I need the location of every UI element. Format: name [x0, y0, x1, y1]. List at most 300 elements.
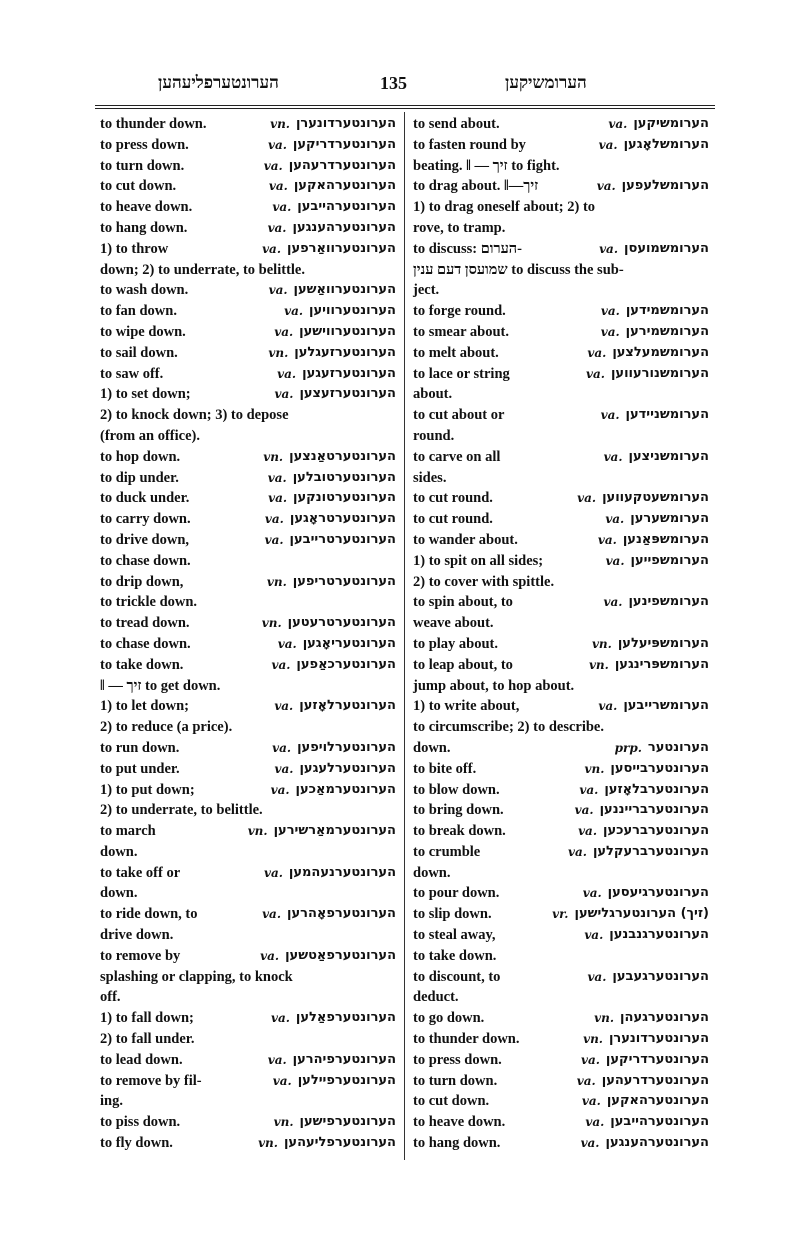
yiddish-headword: הערומשמידען: [625, 303, 709, 319]
dictionary-line: [100, 1091, 396, 1112]
yiddish-headword: הערונטערהייבען: [610, 1114, 709, 1130]
dictionary-line: [413, 1112, 709, 1133]
english-gloss: to turn down.: [100, 157, 185, 174]
yiddish-headword: הערונטערלויפען: [297, 739, 396, 755]
part-of-speech: va.: [270, 1011, 290, 1026]
yiddish-headword: הערונטערהענגען: [605, 1135, 709, 1151]
yiddish-headword: הערונטערגיעסען: [607, 885, 709, 901]
part-of-speech: va.: [274, 387, 294, 402]
yiddish-headword: הערונטערפאַלען: [295, 1010, 396, 1026]
yiddish-headword: הערונטערהאקען: [606, 1093, 709, 1109]
part-of-speech: va.: [272, 1073, 292, 1088]
english-gloss: to lead down.: [100, 1051, 183, 1068]
part-of-speech: va.: [605, 512, 625, 527]
english-gloss: 1) to throw: [100, 240, 169, 257]
dictionary-line: [413, 239, 709, 260]
yiddish-headword: הערונטערגעהן: [620, 1010, 709, 1026]
dictionary-line: [413, 426, 709, 447]
english-gloss: off.: [100, 989, 121, 1006]
dictionary-line: [100, 717, 396, 738]
dictionary-line: [413, 717, 709, 738]
dictionary-line: [100, 301, 396, 322]
dictionary-line: [413, 1091, 709, 1112]
dictionary-line: [100, 572, 396, 593]
part-of-speech: va.: [267, 470, 287, 485]
part-of-speech: vr.: [552, 907, 569, 922]
dictionary-line: [100, 1071, 396, 1092]
running-head-right: הערומשיקען: [505, 73, 587, 93]
yiddish-headword: הערונטערדרעהען: [288, 157, 396, 173]
dictionary-line: [413, 488, 709, 509]
english-gloss: to wander about.: [413, 531, 518, 548]
yiddish-headword: הערונטערבלאָזען: [604, 781, 709, 797]
english-gloss: to turn down.: [413, 1072, 498, 1089]
english-gloss: 2) to underrate, to belittle.: [100, 802, 263, 819]
english-gloss: שמועסן דעם ענין to discuss the sub-: [413, 261, 624, 278]
english-gloss: rove, to tramp.: [413, 219, 506, 236]
dictionary-line: [100, 426, 396, 447]
dictionary-line: [413, 655, 709, 676]
dictionary-line: [100, 759, 396, 780]
english-gloss: 1) to put down;: [100, 781, 195, 798]
english-gloss: to hang down.: [413, 1135, 501, 1152]
yiddish-headword: הערונטערגעבען: [612, 968, 709, 984]
yiddish-headword: הערומשפינען: [628, 594, 709, 610]
dictionary-line: [100, 509, 396, 530]
dictionary-line: [413, 759, 709, 780]
yiddish-headword: הערונטערדונערן: [608, 1031, 709, 1047]
english-gloss: to bring down.: [413, 802, 504, 819]
dictionary-line: [413, 384, 709, 405]
english-gloss: to carve on all: [413, 448, 501, 465]
part-of-speech: va.: [587, 345, 607, 360]
dictionary-line: [100, 343, 396, 364]
part-of-speech: va.: [268, 283, 288, 298]
part-of-speech: vn.: [588, 657, 609, 672]
english-gloss: 1) to let down;: [100, 698, 190, 715]
dictionary-line: [100, 280, 396, 301]
english-gloss: to dip under.: [100, 469, 179, 486]
english-gloss: to trickle down.: [100, 594, 198, 611]
part-of-speech: va.: [581, 1094, 601, 1109]
english-gloss: weave about.: [413, 615, 494, 632]
yiddish-headword: הערומשנורעווען: [610, 365, 709, 381]
english-gloss: to fan down.: [100, 303, 177, 320]
yiddish-headword: הערונטערהייבען: [297, 199, 396, 215]
yiddish-headword: הערונטערפאַטשען: [285, 947, 396, 963]
yiddish-headword: הערונטערטאַנצען: [289, 448, 396, 464]
dictionary-line: [413, 800, 709, 821]
part-of-speech: va.: [600, 304, 620, 319]
part-of-speech: vn.: [258, 1136, 278, 1151]
dictionary-line: [413, 301, 709, 322]
dictionary-line: [100, 821, 396, 842]
yiddish-headword: הערונטערווישען: [299, 323, 396, 339]
part-of-speech: va.: [587, 969, 607, 984]
english-gloss: to heave down.: [413, 1114, 506, 1131]
english-gloss: to take down.: [413, 947, 497, 964]
english-gloss: to chase down.: [100, 635, 191, 652]
dictionary-line: [413, 364, 709, 385]
yiddish-headword: הערומשלעפען: [621, 178, 709, 194]
english-gloss: 2) to knock down; 3) to depose: [100, 407, 289, 424]
yiddish-headword: הערומשעטקעווען: [602, 490, 709, 506]
dictionary-line: [413, 197, 709, 218]
english-gloss: to drag about. ‖—זיך: [413, 178, 539, 195]
english-gloss: to blow down.: [413, 781, 500, 798]
yiddish-headword: הערונטערכאַפען: [296, 656, 396, 672]
part-of-speech: va.: [577, 491, 597, 506]
english-gloss: to run down.: [100, 739, 180, 756]
part-of-speech: va.: [262, 241, 282, 256]
english-gloss: to spin about, to: [413, 594, 513, 611]
english-gloss: to fasten round by: [413, 136, 526, 153]
yiddish-headword: הערונטערלאָזען: [299, 698, 396, 714]
dictionary-line: [100, 738, 396, 759]
part-of-speech: vn.: [273, 1115, 294, 1130]
part-of-speech: va.: [268, 491, 288, 506]
part-of-speech: va.: [586, 366, 605, 381]
yiddish-headword: הערומשמועסן: [624, 240, 709, 256]
yiddish-headword: הערונטערוואַרפען: [287, 240, 396, 256]
dictionary-line: [413, 405, 709, 426]
dictionary-line: [100, 384, 396, 405]
part-of-speech: va.: [600, 324, 620, 339]
part-of-speech: va.: [608, 117, 628, 131]
part-of-speech: va.: [270, 782, 290, 797]
running-head-left: הערונטערפליעהען: [158, 73, 279, 93]
yiddish-headword: הערונטערזעצען: [299, 386, 396, 402]
yiddish-headword: הערונטערטראָגען: [289, 511, 396, 527]
english-gloss: to remove by: [100, 947, 181, 964]
dictionary-line: [413, 572, 709, 593]
yiddish-headword: הערונטערדונערן: [295, 116, 396, 131]
english-gloss: to take off or: [100, 864, 181, 881]
english-gloss: to cut down.: [100, 178, 177, 195]
english-gloss: to cut round.: [413, 511, 493, 528]
english-gloss: to circumscribe; 2) to describe.: [413, 719, 604, 736]
dictionary-line: [100, 218, 396, 239]
part-of-speech: va.: [271, 657, 291, 672]
dictionary-line: [413, 551, 709, 572]
english-gloss: ing.: [100, 1093, 123, 1110]
english-gloss: to pour down.: [413, 885, 500, 902]
english-gloss: to bite off.: [413, 760, 477, 777]
header-rule-second: [95, 108, 715, 109]
part-of-speech: vn.: [583, 1032, 603, 1047]
yiddish-headword: הערומשלאָגען: [623, 136, 709, 152]
english-gloss: to carry down.: [100, 511, 191, 528]
dictionary-line: [413, 218, 709, 239]
part-of-speech: va.: [598, 699, 618, 714]
dictionary-line: [413, 114, 709, 135]
dictionary-line: [413, 280, 709, 301]
english-gloss: to hang down.: [100, 219, 188, 236]
part-of-speech: va.: [584, 928, 604, 943]
dictionary-line: [100, 967, 396, 988]
english-gloss: 1) to write about,: [413, 698, 520, 715]
english-gloss: round.: [413, 427, 455, 444]
dictionary-line: [100, 1029, 396, 1050]
part-of-speech: va.: [274, 761, 294, 776]
english-gloss: to remove by fil-: [100, 1072, 202, 1089]
english-gloss: 1) to spit on all sides;: [413, 552, 544, 569]
yiddish-headword: (זיך) הערונטערגלישען: [574, 906, 709, 922]
column-divider: [404, 112, 405, 1160]
english-gloss: sides.: [413, 469, 447, 486]
english-gloss: drive down.: [100, 927, 174, 944]
part-of-speech: va.: [284, 304, 304, 319]
yiddish-headword: הערונטערטריפען: [292, 573, 396, 589]
english-gloss: 2) to fall under.: [100, 1031, 195, 1048]
part-of-speech: vn.: [584, 761, 605, 776]
page-number: 135: [380, 73, 407, 93]
part-of-speech: va.: [582, 886, 602, 901]
dictionary-line: [413, 987, 709, 1008]
english-gloss: to chase down.: [100, 552, 191, 569]
english-gloss: to saw off.: [100, 365, 164, 382]
part-of-speech: va.: [268, 179, 288, 194]
yiddish-headword: הערונטערדריקען: [605, 1051, 709, 1067]
part-of-speech: va.: [568, 844, 587, 859]
part-of-speech: va.: [580, 1052, 600, 1067]
dictionary-line: [100, 447, 396, 468]
dictionary-line: [100, 176, 396, 197]
dictionary-line: [413, 967, 709, 988]
english-gloss: to cut down.: [413, 1093, 490, 1110]
yiddish-headword: הערונטערגנבנען: [609, 927, 709, 943]
english-gloss: to sail down.: [100, 344, 178, 361]
english-gloss: to fly down.: [100, 1135, 173, 1152]
yiddish-headword: הערונטערפיהרען: [292, 1051, 396, 1067]
part-of-speech: va.: [274, 324, 294, 339]
part-of-speech: va.: [272, 740, 292, 755]
dictionary-line: [100, 987, 396, 1008]
part-of-speech: va.: [596, 179, 616, 194]
yiddish-headword: הערומשניידען: [625, 407, 709, 423]
yiddish-headword: הערונטערזעגלען: [294, 344, 396, 360]
part-of-speech: vn.: [270, 117, 290, 131]
english-gloss: to piss down.: [100, 1114, 181, 1131]
yiddish-headword: הערונטערטרייבען: [289, 531, 396, 547]
yiddish-headword: הערונטערנעהמען: [288, 864, 396, 880]
part-of-speech: va.: [260, 948, 280, 963]
part-of-speech: va.: [597, 532, 617, 547]
left-column: [100, 114, 396, 1154]
part-of-speech: va.: [576, 1073, 596, 1088]
yiddish-headword: הערונטערפיילען: [297, 1072, 396, 1088]
english-gloss: to drive down,: [100, 531, 190, 548]
part-of-speech: va.: [585, 1115, 605, 1130]
dictionary-line: [413, 592, 709, 613]
dictionary-line: [413, 176, 709, 197]
dictionary-line: [100, 114, 396, 135]
english-gloss: to hop down.: [100, 448, 181, 465]
part-of-speech: va.: [598, 137, 618, 152]
dictionary-line: [413, 135, 709, 156]
dictionary-line: [100, 530, 396, 551]
dictionary-line: [100, 488, 396, 509]
dictionary-line: [413, 322, 709, 343]
part-of-speech: va.: [267, 1052, 287, 1067]
english-gloss: to smear about.: [413, 323, 509, 340]
english-gloss: to drip down,: [100, 573, 184, 590]
dictionary-line: [100, 925, 396, 946]
part-of-speech: va.: [277, 636, 297, 651]
dictionary-line: [100, 260, 396, 281]
dictionary-line: [413, 904, 709, 925]
dictionary-line: [413, 613, 709, 634]
yiddish-headword: הערונטערוויען: [309, 303, 396, 319]
part-of-speech: prp.: [614, 740, 642, 755]
english-gloss: deduct.: [413, 989, 459, 1006]
yiddish-headword: הערונטערפישען: [299, 1114, 396, 1130]
part-of-speech: va.: [263, 865, 283, 880]
yiddish-headword: הערונטערמאַכען: [295, 781, 396, 797]
dictionary-line: [413, 883, 709, 904]
english-gloss: to press down.: [413, 1051, 502, 1068]
dictionary-line: [100, 676, 396, 697]
yiddish-headword: הערומשפּרינגען: [614, 656, 709, 672]
yiddish-headword: הערונטערפאָהרען: [287, 906, 396, 922]
dictionary-line: [413, 738, 709, 759]
english-gloss: 2) to cover with spittle.: [413, 573, 555, 590]
english-gloss: to go down.: [413, 1010, 485, 1027]
dictionary-line: [413, 863, 709, 884]
english-gloss: to slip down.: [413, 906, 492, 923]
english-gloss: to crumble: [413, 843, 481, 860]
dictionary-line: [100, 946, 396, 967]
english-gloss: 1) to set down;: [100, 386, 191, 403]
dictionary-line: [100, 364, 396, 385]
dictionary-line: [413, 1133, 709, 1154]
dictionary-line: [413, 509, 709, 530]
part-of-speech: va.: [263, 158, 283, 173]
dictionary-line: [100, 1050, 396, 1071]
dictionary-line: [100, 322, 396, 343]
yiddish-headword: הערומשערען: [630, 511, 709, 527]
yiddish-headword: הערומשפּאַנען: [622, 531, 709, 547]
part-of-speech: va.: [574, 803, 594, 818]
dictionary-line: [100, 634, 396, 655]
part-of-speech: va.: [603, 449, 623, 464]
part-of-speech: va.: [274, 699, 294, 714]
part-of-speech: vn.: [261, 616, 282, 631]
part-of-speech: va.: [579, 782, 599, 797]
yiddish-headword: הערונטערמאַרשירען: [273, 823, 396, 839]
dictionary-line: [413, 946, 709, 967]
dictionary-line: [100, 592, 396, 613]
dictionary-line: [413, 156, 709, 177]
yiddish-headword: הערומשפּיעלען: [617, 635, 709, 651]
english-gloss: to thunder down.: [100, 116, 207, 132]
english-gloss: to cut round.: [413, 490, 493, 507]
english-gloss: to play about.: [413, 635, 499, 652]
dictionary-line: [100, 239, 396, 260]
english-gloss: down.: [413, 739, 451, 756]
dictionary-line: [100, 1112, 396, 1133]
yiddish-headword: הערונטערלעגען: [299, 760, 396, 776]
yiddish-headword: הערונטערטונקען: [293, 490, 396, 506]
yiddish-headword: הערונטערוואַשען: [293, 282, 396, 298]
part-of-speech: vn.: [591, 636, 612, 651]
english-gloss: about.: [413, 386, 453, 403]
dictionary-line: [100, 468, 396, 489]
dictionary-line: [413, 780, 709, 801]
yiddish-headword: הערונטערזעגען: [302, 365, 396, 381]
part-of-speech: va.: [262, 907, 282, 922]
english-gloss: down.: [100, 843, 138, 860]
dictionary-line: [100, 197, 396, 218]
part-of-speech: va.: [272, 200, 292, 215]
yiddish-headword: הערומשניצען: [628, 448, 709, 464]
dictionary-line: [413, 1008, 709, 1029]
dictionary-line: [100, 655, 396, 676]
dictionary-line: [100, 842, 396, 863]
part-of-speech: va.: [600, 408, 620, 423]
yiddish-headword: הערונטערברעכען: [603, 823, 709, 839]
english-gloss: ject.: [413, 282, 440, 299]
part-of-speech: va.: [580, 1136, 600, 1151]
english-gloss: to forge round.: [413, 303, 506, 320]
right-column: [413, 114, 709, 1154]
part-of-speech: va.: [267, 137, 287, 152]
english-gloss: to send about.: [413, 116, 500, 132]
dictionary-line: [100, 696, 396, 717]
part-of-speech: vn.: [268, 345, 289, 360]
english-gloss: to duck under.: [100, 490, 190, 507]
english-gloss: ‖ — זיך to get down.: [100, 677, 221, 694]
english-gloss: to discuss: הערום-: [413, 240, 522, 257]
header-rule: [95, 105, 715, 106]
english-gloss: down.: [413, 864, 451, 881]
english-gloss: down.: [100, 885, 138, 902]
dictionary-line: [413, 343, 709, 364]
dictionary-line: [100, 156, 396, 177]
yiddish-headword: הערונטערברעקלען: [592, 843, 709, 859]
english-gloss: to ride down, to: [100, 906, 198, 923]
part-of-speech: vn.: [247, 824, 268, 839]
dictionary-line: [413, 634, 709, 655]
english-gloss: 1) to fall down;: [100, 1010, 194, 1027]
english-gloss: jump about, to hop about.: [413, 677, 575, 694]
dictionary-line: [413, 925, 709, 946]
english-gloss: to march: [100, 823, 156, 840]
english-gloss: to steal away,: [413, 927, 496, 944]
yiddish-headword: הערונטערפליעהען: [283, 1135, 396, 1151]
english-gloss: to tread down.: [100, 615, 190, 632]
part-of-speech: vn.: [263, 449, 284, 464]
dictionary-line: [100, 551, 396, 572]
part-of-speech: va.: [578, 824, 598, 839]
english-gloss: 2) to reduce (a price).: [100, 719, 233, 736]
part-of-speech: vn.: [266, 574, 287, 589]
dictionary-line: [413, 842, 709, 863]
english-gloss: splashing or clapping, to knock: [100, 968, 293, 985]
part-of-speech: vn.: [594, 1011, 615, 1026]
dictionary-line: [100, 780, 396, 801]
yiddish-headword: הערונטערהענגען: [292, 219, 396, 235]
english-gloss: to cut about or: [413, 407, 505, 424]
dictionary-line: [413, 530, 709, 551]
english-gloss: beating. ‖ — זיך to fight.: [413, 157, 560, 174]
dictionary-line: [413, 676, 709, 697]
dictionary-line: [100, 904, 396, 925]
yiddish-headword: הערומשיקען: [633, 116, 709, 131]
english-gloss: to lace or string: [413, 365, 510, 382]
yiddish-headword: הערונטערטובלען: [292, 469, 396, 485]
english-gloss: to press down.: [100, 136, 189, 153]
